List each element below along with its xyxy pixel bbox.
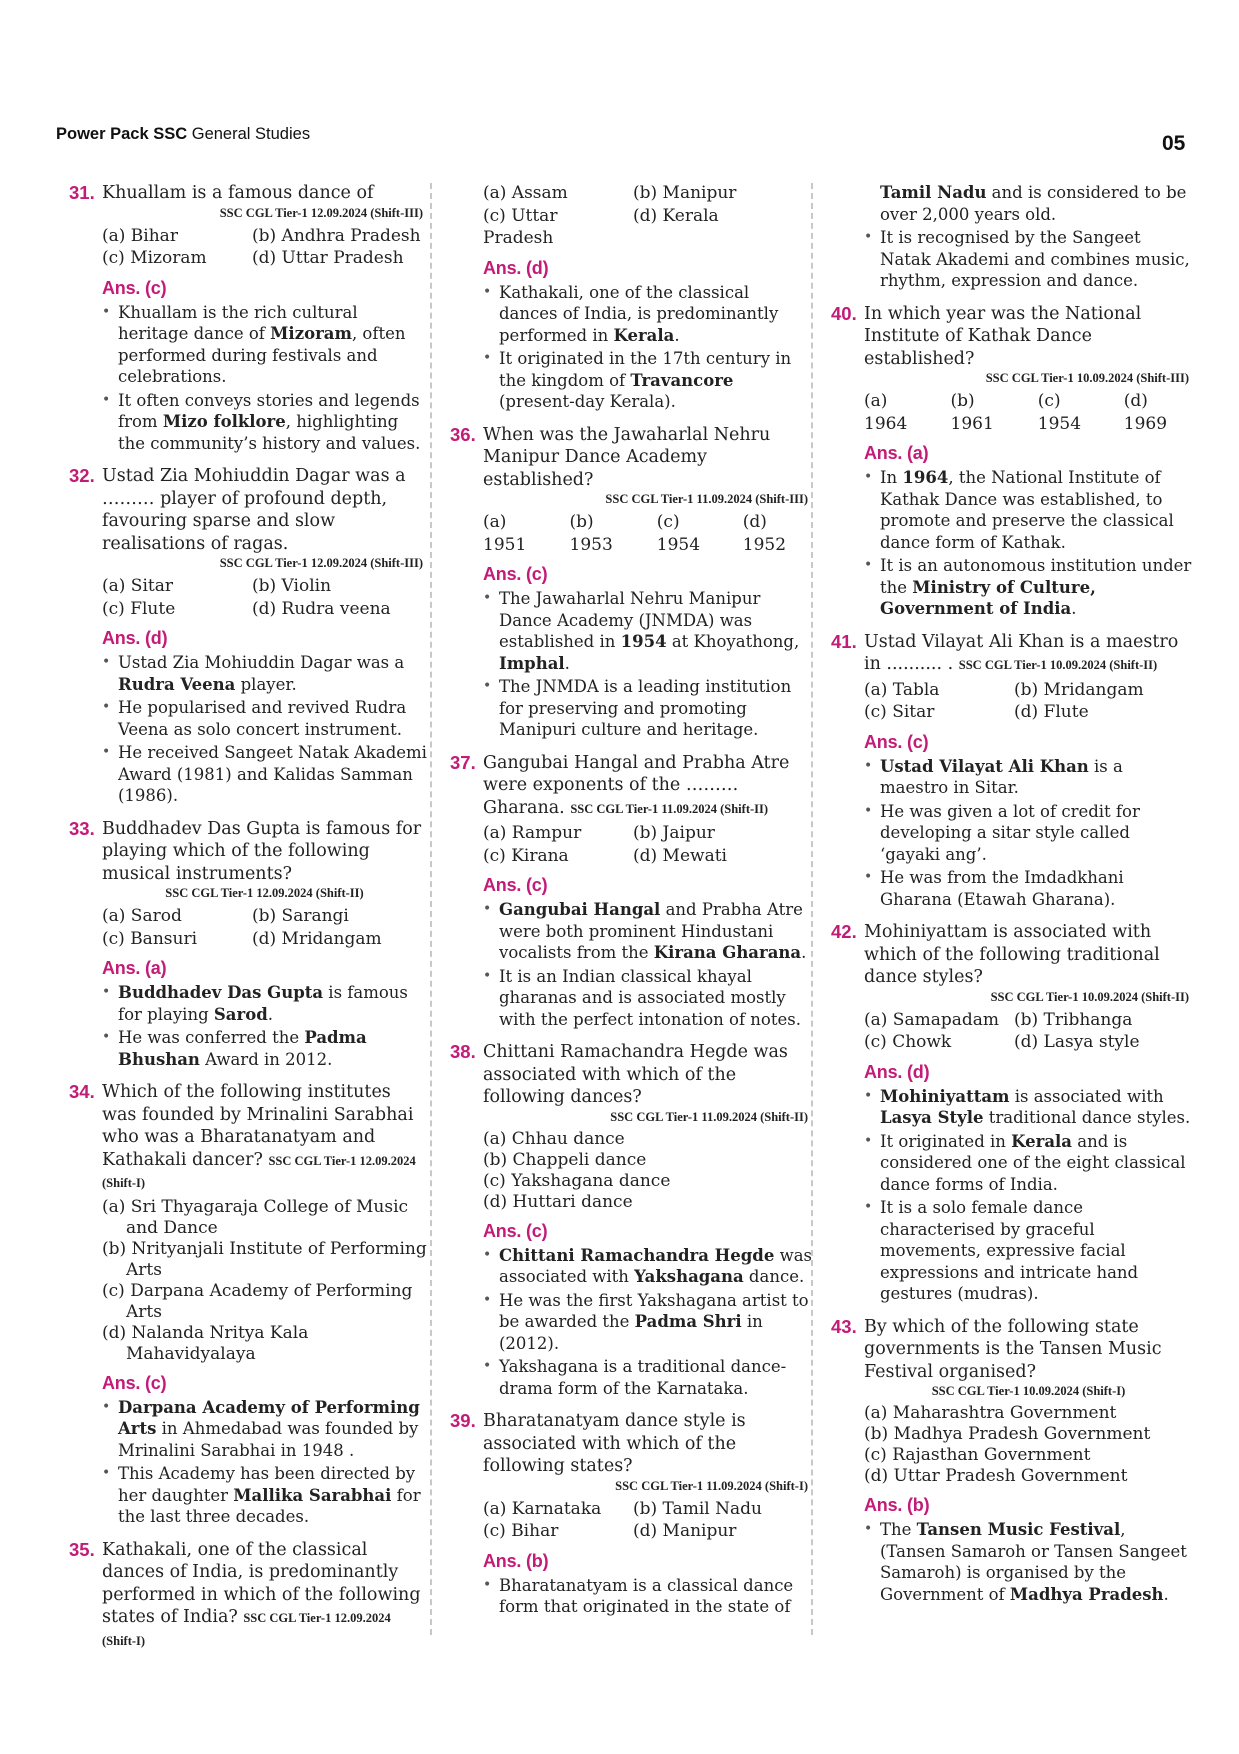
options <box>483 1129 812 1213</box>
option: (c) Uttar Pradesh <box>483 205 558 248</box>
question-38 <box>450 1041 812 1399</box>
option: (a) Maharashtra Government <box>864 1403 1117 1423</box>
explanation-bullet: • Darpana Academy of Performing Arts in Ahmedabad was founded by Mrinalini Sarabhai in 1948 . <box>102 1397 427 1462</box>
option: (a) Sarod <box>102 906 182 926</box>
option: (c) Mizoram <box>102 248 207 268</box>
question-33 <box>69 818 427 1071</box>
option: (b) Chappeli dance <box>483 1149 647 1170</box>
question-31 <box>69 182 427 454</box>
question-text: When was the Jawaharlal Nehru Manipur Dance Academy established? <box>483 424 771 490</box>
option: (a) Rampur <box>483 823 582 843</box>
question-number: 42. <box>831 921 857 942</box>
option: (b) Manipur <box>633 183 737 203</box>
explanation-list <box>483 1245 812 1400</box>
explanation-bullet: • Ustad Vilayat Ali Khan is a maestro in Sitar. <box>864 756 1193 799</box>
option: (a) Tabla <box>864 679 940 700</box>
options <box>864 390 1193 435</box>
option: (b) Madhya Pradesh Government <box>864 1424 1151 1444</box>
option: (a) Assam <box>483 183 568 203</box>
exam-source: SSC CGL Tier-1 11.09.2024 (Shift-II) <box>610 1109 808 1124</box>
explanation-bullet: • Ustad Zia Mohiuddin Dagar was a Rudra Veena player. <box>102 652 427 695</box>
explanation-bullet: • Gangubai Hangal and Prabha Atre were both prominent Hindustani vocalists from the Kirana Gharana. <box>483 899 812 964</box>
option: (b) Tamil Nadu <box>633 1498 762 1519</box>
explanation-bullet: • He was the first Yakshagana artist to be awarded the Padma Shri in (2012). <box>483 1290 812 1355</box>
option: (a) Karnataka <box>483 1498 602 1519</box>
option: (a) Samapadam <box>864 1009 999 1030</box>
option: (d) 1969 <box>1123 391 1168 434</box>
explanation-bullet: • Mohiniyattam is associated with Lasya Style traditional dance styles. <box>864 1086 1193 1129</box>
options <box>102 575 427 620</box>
explanation-bullet-continued: Tamil Nadu and is considered to be over 2,000 years old. <box>880 183 1187 224</box>
option: (d) Huttari dance <box>483 1191 633 1212</box>
option: (d) Mridangam <box>252 928 382 949</box>
option: (b) 1961 <box>950 391 994 434</box>
question-number: 35. <box>69 1538 95 1560</box>
exam-source: SSC CGL Tier-1 11.09.2024 (Shift-III) <box>605 492 808 506</box>
option: (a) 1964 <box>864 391 908 434</box>
question-43 <box>831 1316 1193 1606</box>
question-text: In which year was the National Institute of Kathak Dance established? <box>864 303 1142 369</box>
explanation-list <box>102 652 427 807</box>
question-36 <box>450 424 812 741</box>
explanation-bullet: • He was from the Imdadkhani Gharana (Etawah Gharana). <box>864 867 1193 910</box>
option: (c) Yakshagana dance <box>483 1170 671 1191</box>
exam-source: SSC CGL Tier-1 12.09.2024 (Shift-I) <box>102 1153 416 1190</box>
option: (d) 1952 <box>742 512 787 555</box>
explanation-list <box>483 1575 812 1618</box>
question-text: Buddhadev Das Gupta is famous for playing which of the following musical instruments? <box>102 818 422 884</box>
explanation-bullet: • It is recognised by the Sangeet Natak Akademi and combines music, rhythm, expression and dance. <box>864 227 1193 292</box>
question-text: Khuallam is a famous dance of <box>102 183 374 203</box>
explanation-bullet: • Bharatanatyam is a classical dance form that originated in the state of <box>483 1575 812 1618</box>
explanation-bullet: • This Academy has been directed by her daughter Mallika Sarabhai for the last three decades. <box>102 1463 427 1528</box>
explanation-bullet: • Yakshagana is a traditional dance-drama form of the Karnataka. <box>483 1356 812 1399</box>
option: (d) Mewati <box>633 845 727 866</box>
options <box>102 225 427 270</box>
question-text: Ustad Zia Mohiuddin Dagar was a ……… player of profound depth, favouring sparse and slow realisations of ragas. <box>102 466 406 554</box>
question-number: 32. <box>69 465 95 486</box>
options <box>483 1498 812 1543</box>
explanation-bullet: • Buddhadev Das Gupta is famous for playing Sarod. <box>102 982 427 1025</box>
question-number: 33. <box>69 817 95 839</box>
options <box>864 1009 1193 1054</box>
option: (b) Andhra Pradesh <box>252 225 421 246</box>
question-39 <box>450 1410 812 1618</box>
explanation-list <box>864 467 1193 620</box>
explanation-list <box>864 1086 1193 1305</box>
option: (a) Sri Thyagaraja College of Music and Dance <box>102 1196 409 1238</box>
explanation-bullet: • He was given a lot of credit for developing a sitar style called ‘gayaki ang’. <box>864 801 1193 866</box>
exam-source: SSC CGL Tier-1 10.09.2024 (Shift-II) <box>958 658 1158 672</box>
option: (d) Lasya style <box>1014 1032 1140 1052</box>
option: (c) 1954 <box>656 512 701 555</box>
option: (c) 1954 <box>1037 391 1082 434</box>
exam-source: SSC CGL Tier-1 11.09.2024 (Shift-II) <box>570 801 769 816</box>
options <box>483 822 812 867</box>
exam-source: SSC CGL Tier-1 12.09.2024 (Shift-III) <box>219 205 423 220</box>
question-number: 43. <box>831 1315 857 1337</box>
option: (d) Uttar Pradesh Government <box>864 1466 1128 1486</box>
option: (a) Bihar <box>102 225 178 246</box>
answer-label: Ans. (d) <box>864 1061 930 1082</box>
question-34 <box>69 1081 427 1528</box>
answer-label: Ans. (a) <box>864 443 929 463</box>
option: (d) Kerala <box>633 205 719 226</box>
explanation-list <box>483 899 812 1030</box>
option: (b) Violin <box>252 576 332 596</box>
option: (d) Manipur <box>633 1521 737 1541</box>
options <box>864 1403 1193 1487</box>
explanation-bullet: • Khuallam is the rich cultural heritage dance of Mizoram, often performed during festivals and celebrations. <box>102 302 427 388</box>
option: (b) 1953 <box>569 512 613 555</box>
exam-source: SSC CGL Tier-1 10.09.2024 (Shift-II) <box>990 989 1189 1004</box>
option: (b) Jaipur <box>633 823 715 843</box>
explanation-list <box>102 982 427 1070</box>
explanation-list <box>864 182 1193 292</box>
explanation-bullet: • He popularised and revived Rudra Veena as solo concert instrument. <box>102 697 427 740</box>
explanation-list <box>864 1519 1193 1605</box>
explanation-list <box>864 756 1193 911</box>
exam-source: SSC CGL Tier-1 10.09.2024 (Shift-I) <box>931 1384 1126 1398</box>
answer-label: Ans. (c) <box>483 875 548 895</box>
column-left <box>69 182 427 1651</box>
question-41 <box>831 631 1193 911</box>
answer-label: Ans. (d) <box>102 628 168 648</box>
exam-source: SSC CGL Tier-1 11.09.2024 (Shift-I) <box>615 1478 808 1493</box>
answer-label: Ans. (c) <box>102 277 167 298</box>
option: (c) Kirana <box>483 845 569 866</box>
explanation-bullet: • Chittani Ramachandra Hegde was associated with Yakshagana dance. <box>483 1245 812 1288</box>
column-right <box>831 182 1193 1605</box>
options <box>483 511 812 556</box>
option: (a) Chhau dance <box>483 1128 625 1149</box>
options <box>102 1197 427 1365</box>
option: (c) Flute <box>102 598 176 619</box>
question-35-continued <box>450 182 812 413</box>
option: (b) Nrityanjali Institute of Performing Arts <box>102 1238 427 1280</box>
explanation-list <box>102 302 427 455</box>
question-text: Bharatanatyam dance style is associated with which of the following states? <box>483 1411 746 1476</box>
option: (c) Sitar <box>864 702 935 722</box>
option: (a) Sitar <box>102 576 173 596</box>
question-number: 40. <box>831 302 857 324</box>
explanation-bullet: • The Tansen Music Festival, (Tansen Samaroh or Tansen Sangeet Samaroh) is organised by the Government of Madhya Pradesh. <box>864 1519 1193 1605</box>
explanation-bullet: • It is a solo female dance characterised by graceful movements, expressive facial expressions and intricate hand gestures (mudras). <box>864 1197 1193 1305</box>
answer-label: Ans. (c) <box>864 731 929 752</box>
option: (c) Rajasthan Government <box>864 1445 1091 1465</box>
answer-label: Ans. (b) <box>483 1550 549 1571</box>
question-number: 31. <box>69 182 95 203</box>
question-32 <box>69 465 427 807</box>
question-40 <box>831 303 1193 620</box>
option: (d) Uttar Pradesh <box>252 248 404 268</box>
answer-label: Ans. (c) <box>102 1372 167 1393</box>
option: (c) Darpana Academy of Performing Arts <box>102 1280 413 1322</box>
question-text: Mohiniyattam is associated with which of the following traditional dance styles? <box>864 922 1160 987</box>
question-42 <box>831 921 1193 1305</box>
question-number: 37. <box>450 751 476 773</box>
explanation-bullet: • He was conferred the Padma Bhushan Award in 2012. <box>102 1027 427 1070</box>
question-number: 34. <box>69 1081 95 1102</box>
column-divider <box>430 183 432 1635</box>
options <box>483 182 812 250</box>
explanation-bullet: • It originated in Kerala and is considered one of the eight classical dance forms of India. <box>864 1131 1193 1196</box>
question-number: 39. <box>450 1410 476 1431</box>
answer-label: Ans. (c) <box>483 1220 548 1241</box>
question-text: By which of the following state governments is the Tansen Music Festival organised? <box>864 1316 1162 1382</box>
question-37 <box>450 752 812 1031</box>
page-number: 05 <box>1162 132 1186 155</box>
option: (d) Flute <box>1014 702 1089 722</box>
option: (a) 1951 <box>483 512 527 555</box>
option: (b) Tribhanga <box>1014 1009 1133 1030</box>
question-text: Ustad Vilayat Ali Khan is a maestro in .......... . SSC CGL Tier-1 10.09.2024 (Shift-II) <box>864 631 1179 674</box>
exam-source: SSC CGL Tier-1 10.09.2024 (Shift-III) <box>985 371 1189 385</box>
option: (c) Bihar <box>483 1521 559 1541</box>
question-39-continued <box>831 182 1193 292</box>
book-subject: General Studies <box>191 125 311 143</box>
explanation-bullet: • It originated in the 17th century in the kingdom of Travancore (present-day Kerala). <box>483 348 812 413</box>
explanation-list <box>483 282 812 413</box>
explanation-bullet: • Kathakali, one of the classical dances of India, is predominantly performed in Kerala. <box>483 282 812 347</box>
answer-label: Ans. (d) <box>483 257 549 278</box>
answer-label: Ans. (b) <box>864 1495 930 1515</box>
explanation-bullet: • It is an autonomous institution under the Ministry of Culture, Government of India. <box>864 555 1193 620</box>
question-35 <box>69 1539 427 1652</box>
question-text: Which of the following institutes was founded by Mrinalini Sarabhai who was a Bharatanatyam and Kathakali dancer? SSC CGL Tier-1 12.09.2024 (Shift-I) <box>102 1082 416 1190</box>
question-text: Gangubai Hangal and Prabha Atre were exponents of the ……… Gharana. SSC CGL Tier-1 11.09.2024 (Shift-II) <box>483 752 790 818</box>
running-header <box>56 125 310 144</box>
option: (d) Nalanda Nritya Kala Mahavidyalaya <box>102 1322 309 1364</box>
explanation-bullet: • It often conveys stories and legends from Mizo folklore, highlighting the community’s history and values. <box>102 390 427 455</box>
question-number: 36. <box>450 423 476 445</box>
explanation-bullet: • It is an Indian classical khayal gharanas and is associated mostly with the perfect intonation of notes. <box>483 966 812 1031</box>
explanation-list <box>483 588 812 741</box>
answer-label: Ans. (a) <box>102 958 167 978</box>
explanation-bullet: • He received Sangeet Natak Akademi Award (1981) and Kalidas Samman (1986). <box>102 742 427 807</box>
option: (c) Chowk <box>864 1032 952 1052</box>
explanation-bullet: • In 1964, the National Institute of Kathak Dance was established, to promote and preserve the classical dance form of Kathak. <box>864 467 1193 553</box>
column-middle <box>450 182 812 1618</box>
explanation-bullet: • The JNMDA is a leading institution for preserving and promoting Manipuri culture and heritage. <box>483 676 812 741</box>
question-number: 41. <box>831 630 857 652</box>
options <box>102 905 427 950</box>
option: (b) Sarangi <box>252 906 349 926</box>
question-text: Chittani Ramachandra Hegde was associated with which of the following dances? <box>483 1042 788 1107</box>
answer-label: Ans. (c) <box>483 564 548 584</box>
option: (d) Rudra veena <box>252 598 391 619</box>
exam-source: SSC CGL Tier-1 12.09.2024 (Shift-I) <box>102 1611 391 1648</box>
option: (b) Mridangam <box>1014 679 1144 700</box>
question-number: 38. <box>450 1041 476 1062</box>
options <box>864 679 1193 724</box>
explanation-list <box>102 1397 427 1528</box>
exam-source: SSC CGL Tier-1 12.09.2024 (Shift-II) <box>165 886 364 900</box>
book-brand: Power Pack SSC <box>56 125 188 143</box>
exam-source: SSC CGL Tier-1 12.09.2024 (Shift-III) <box>219 556 423 570</box>
question-text: Kathakali, one of the classical dances of India, is predominantly performed in which of the following states of India? SSC CGL Tier-1 12.09.2024 (Shift-I) <box>102 1539 421 1648</box>
option: (c) Bansuri <box>102 928 198 949</box>
explanation-bullet: • The Jawaharlal Nehru Manipur Dance Academy (JNMDA) was established in 1954 at Khoyathong, Imphal. <box>483 588 812 674</box>
